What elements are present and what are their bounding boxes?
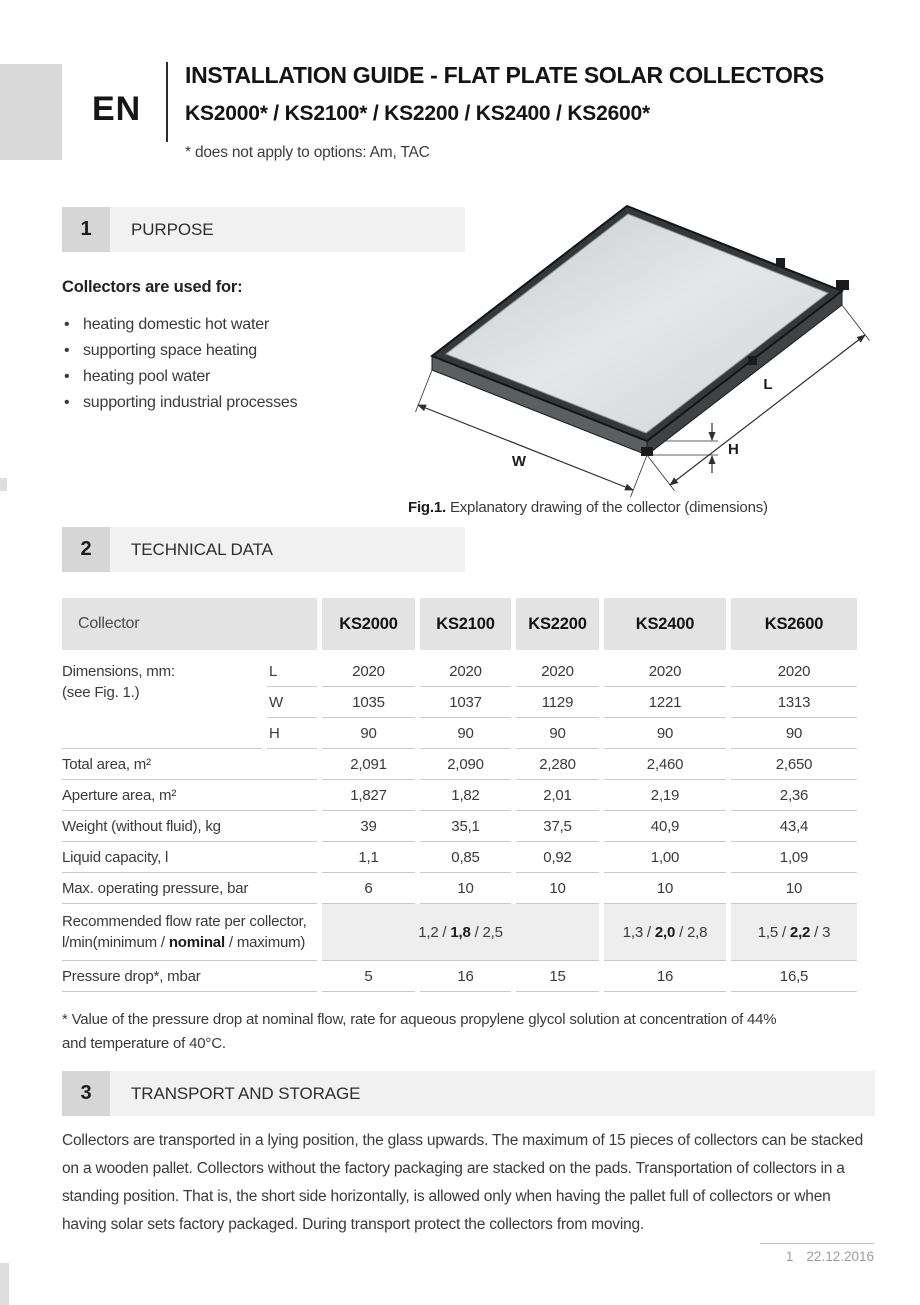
flow-rate-ks2600: 1,5 / 2,2 / 3: [731, 904, 857, 961]
table-cell: 10: [516, 873, 599, 904]
table-header-row: [62, 598, 857, 650]
table-cell: 90: [420, 718, 511, 749]
flow-rate-label: [62, 904, 317, 961]
table-cell: 10: [731, 873, 857, 904]
table-cell: 2,19: [604, 780, 726, 811]
table-cell: 2,280: [516, 749, 599, 780]
table-footnote: [62, 1008, 776, 1056]
table-row-flow-rate: [62, 904, 857, 961]
figure-caption-text: Explanatory drawing of the collector (dimensions): [445, 499, 768, 516]
row-label: Liquid capacity, l: [62, 842, 317, 873]
table-cell: 1221: [604, 687, 726, 718]
collector-clip: [748, 356, 757, 365]
table-header-collector: Collector: [62, 598, 317, 650]
table-cell: 1313: [731, 687, 857, 718]
table-cell: 90: [516, 718, 599, 749]
section-1-title: PURPOSE: [110, 207, 465, 252]
page-edge-tab: [0, 64, 62, 160]
purpose-bullet: [64, 390, 297, 416]
table-header-ks2600: KS2600: [731, 598, 857, 650]
document-title: INSTALLATION GUIDE - FLAT PLATE SOLAR COLLECTORS: [185, 62, 824, 88]
row-label: Weight (without fluid), kg: [62, 811, 317, 842]
flow-rate-ks2400: 1,3 / 2,0 / 2,8: [604, 904, 726, 961]
table-cell: 2,460: [604, 749, 726, 780]
table-cell: 0,85: [420, 842, 511, 873]
table-header-ks2400: KS2400: [604, 598, 726, 650]
table-cell: 43,4: [731, 811, 857, 842]
row-label: Aperture area, m²: [62, 780, 317, 811]
purpose-bullet: [64, 364, 297, 390]
dim-ext-line: [416, 370, 433, 412]
bullet-marker: •: [64, 368, 70, 385]
table-cell: 90: [731, 718, 857, 749]
table-cell: 2020: [516, 656, 599, 687]
table-cell: 1,1: [322, 842, 415, 873]
purpose-bullet-text: heating pool water: [83, 368, 211, 385]
table-cell: 15: [516, 961, 599, 992]
purpose-bullet-list: [64, 312, 297, 416]
table-cell: 16,5: [731, 961, 857, 992]
table-cell: 1,09: [731, 842, 857, 873]
dimensions-label-line1: Dimensions, mm:: [62, 663, 175, 680]
table-cell: 6: [322, 873, 415, 904]
dimension-sub-h: H: [267, 718, 317, 749]
table-cell: 35,1: [420, 811, 511, 842]
table-row-max-pressure: [62, 873, 857, 904]
collector-drawing: [402, 186, 872, 501]
table-cell: 1129: [516, 687, 599, 718]
table-cell: 2020: [731, 656, 857, 687]
dimensions-label-line2: (see Fig. 1.): [62, 684, 140, 701]
dimension-sub-l: L: [267, 656, 317, 687]
table-cell: 40,9: [604, 811, 726, 842]
table-cell: 10: [604, 873, 726, 904]
table-cell: 37,5: [516, 811, 599, 842]
table-cell: 2,650: [731, 749, 857, 780]
table-cell: 2020: [604, 656, 726, 687]
footer-date: 22.12.2016: [806, 1249, 874, 1264]
page-edge-mark: [0, 1263, 9, 1305]
document-subtitle: KS2000* / KS2100* / KS2200 / KS2400 / KS2600*: [185, 102, 650, 125]
figure-caption: [408, 499, 768, 516]
bullet-marker: •: [64, 342, 70, 359]
table-cell: 2020: [420, 656, 511, 687]
table-row-liquid-capacity: [62, 842, 857, 873]
table-cell: 1037: [420, 687, 511, 718]
table-cell: 2,090: [420, 749, 511, 780]
collector-glass: [446, 214, 828, 433]
table-cell: 5: [322, 961, 415, 992]
table-row-weight: [62, 811, 857, 842]
table-cell: 1035: [322, 687, 415, 718]
table-cell: 90: [322, 718, 415, 749]
table-cell: 16: [604, 961, 726, 992]
purpose-bullet-text: supporting industrial processes: [83, 394, 298, 411]
table-cell: 10: [420, 873, 511, 904]
table-header-ks2200: KS2200: [516, 598, 599, 650]
bullet-marker: •: [64, 394, 70, 411]
section-3-number: 3: [62, 1071, 110, 1116]
bullet-marker: •: [64, 316, 70, 333]
purpose-bullet: [64, 338, 297, 364]
section-2-header: [62, 527, 465, 572]
section-2-number: 2: [62, 527, 110, 572]
flow-rate-label-line1: Recommended flow rate per collector,: [62, 913, 307, 930]
section-1-number: 1: [62, 207, 110, 252]
table-cell: 39: [322, 811, 415, 842]
dimension-label-h: H: [728, 441, 739, 458]
table-cell: 90: [604, 718, 726, 749]
purpose-bullet-text: supporting space heating: [83, 342, 257, 359]
footer-page-number: 1: [785, 1249, 794, 1264]
collector-figure: [402, 186, 872, 501]
figure-caption-label: Fig.1.: [408, 499, 446, 516]
flow-rate-ks2000-ks2200: 1,2 / 1,8 / 2,5: [322, 904, 599, 961]
table-cell: 0,92: [516, 842, 599, 873]
purpose-bullet-text: heating domestic hot water: [83, 316, 270, 333]
table-header-ks2000: KS2000: [322, 598, 415, 650]
dimension-label-l: L: [763, 376, 773, 393]
purpose-bullet: [64, 312, 297, 338]
table-cell: 2020: [322, 656, 415, 687]
row-label: Pressure drop*, mbar: [62, 961, 317, 992]
table-header-ks2100: KS2100: [420, 598, 511, 650]
table-cell: 2,091: [322, 749, 415, 780]
table-cell: 1,00: [604, 842, 726, 873]
flow-rate-label-line2: l/min(minimum / nominal / maximum): [62, 934, 306, 951]
table-row-dimensions-l: [62, 656, 857, 687]
transport-paragraph: Collectors are transported in a lying position, the glass upwards. The maximum of 15 pieces of collectors can be stacked on a wooden pallet. Collectors without the factory packaging are stacked on the pads. Transportation of collectors in a standing position. That is, the short side horizontally, is allowed only when having the pallet full of collectors or when having solar sets factory packaged. During transport protect the collectors from moving.: [62, 1132, 864, 1233]
technical-data-table: [57, 598, 862, 992]
footnote-line1: * Value of the pressure drop at nominal flow, rate for aqueous propylene glycol solution at concentration of 44%: [62, 1011, 777, 1028]
footnote-line2: and temperature of 40°C.: [62, 1035, 226, 1052]
header-divider: [166, 62, 168, 142]
table-row-total-area: [62, 749, 857, 780]
table-cell: 2,01: [516, 780, 599, 811]
dimension-label-w: W: [511, 453, 527, 470]
dimension-sub-w: W: [267, 687, 317, 718]
section-2-title: TECHNICAL DATA: [110, 527, 465, 572]
table-cell: 1,82: [420, 780, 511, 811]
language-code: EN: [92, 90, 142, 128]
page-footer: [760, 1243, 874, 1264]
dim-ext-line: [842, 305, 870, 341]
header-note: * does not apply to options: Am, TAC: [185, 144, 430, 161]
collector-connector: [836, 280, 849, 290]
dim-ext-line: [631, 455, 648, 497]
table-cell: 2,36: [731, 780, 857, 811]
section-3-title: TRANSPORT AND STORAGE: [110, 1071, 875, 1116]
dimensions-label: [62, 656, 262, 749]
row-label: Max. operating pressure, bar: [62, 873, 317, 904]
section-3-header: [62, 1071, 875, 1116]
page-edge-mark: [0, 478, 7, 491]
table-row-pressure-drop: [62, 961, 857, 992]
table-cell: 16: [420, 961, 511, 992]
table-cell: 1,827: [322, 780, 415, 811]
purpose-intro: Collectors are used for:: [62, 278, 243, 296]
collector-clip: [776, 258, 785, 267]
table-row-aperture-area: [62, 780, 857, 811]
row-label: Total area, m²: [62, 749, 317, 780]
